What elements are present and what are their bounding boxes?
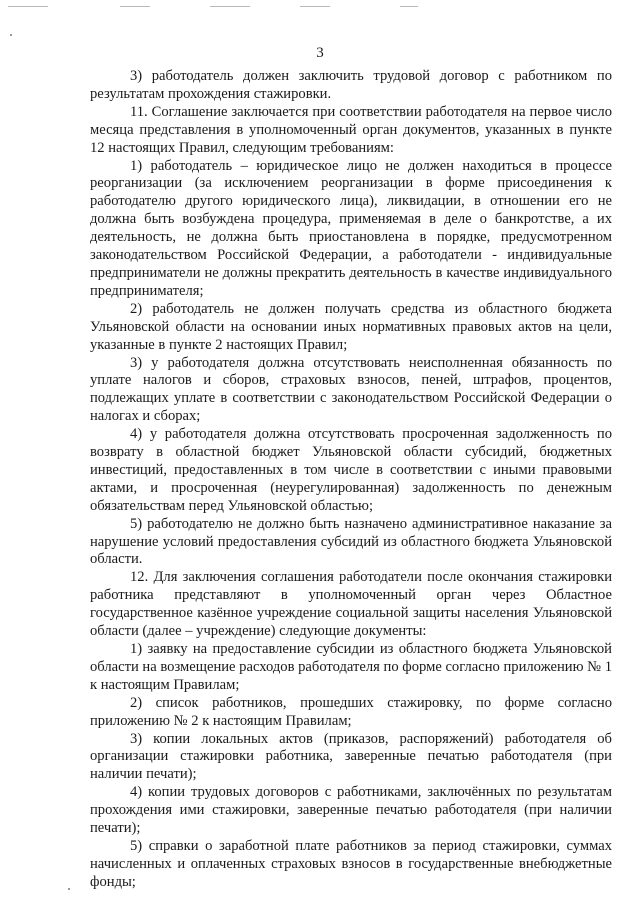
paragraph: 1) заявку на предоставление субсидии из областного бюджета Ульяновской области на возмещение расходов работодателя по форме согласно приложению № 1 к настоящим Правилам; [90,641,613,693]
paragraph: 5) работодателю не должно быть назначено административное наказание за нарушение условий предоставления субсидий из областного бюджета Ульяновской области. [90,515,612,568]
scan-artifact-line [300,6,330,7]
paragraph: 11. Соглашение заключается при соответствии работодателя на первое число месяца представления в уполномоченный орган документов, указанных в пункте 12 настоящих Правил, следующим требованиям: [90,103,612,156]
paragraph: 12. Для заключения соглашения работодатели после окончания стажировки работника представляют в уполномоченный орган через Областное государственное казённое учреждение социальной защиты населения Ульяновской области (далее – учреждение) следующие документы: [90,569,612,640]
paragraph: 3) работодатель должен заключить трудовой договор с работником по результатам прохождения стажировки. [90,68,612,102]
paragraph: 3) у работодателя должна отсутствовать неисполненная обязанность по уплате налогов и сборов, страховых взносов, пеней, штрафов, процентов, подлежащих уплате в соответствии с законодательством Российской Федерации о налогах и сборах; [90,354,612,425]
paragraph: 4) у работодателя должна отсутствовать просроченная задолженность по возврату в областной бюджет Ульяновской области субсидий, бюджетных инвестиций, предоставленных в том числе в соответствии с иными правовыми актами, и просроченная (неурегулированная) задолженность по денежным обязательствам перед Ульяновской областью; [90,426,612,514]
paragraph: 3) копии локальных актов (приказов, распоряжений) работодателя об организации стажировки работника, заверенные печатью работодателя (при наличии печати); [90,730,612,783]
paragraph: 1) работодатель – юридическое лицо не должен находиться в процессе реорганизации (за исключением реорганизации в форме присоединения к работодателю другого юридического лица), ликвидации, в отношении его не должна быть возбуждена процедура, применяемая в деле о банкротстве, а их деятельность, не должна быть приостановлена в порядке, предусмотренном законодательством Российской Федерации, а работодатели - индивидуальные предприниматели не должны прекратить деятельность в качестве индивидуального предпринимателя; [90,157,612,299]
scan-artifact-dot [10,34,12,36]
paragraph: 5) справки о заработной плате работников за период стажировки, суммах начисленных и оплаченных страховых взносов в государственные внебюджетные фонды; [90,837,612,890]
document-body [90,68,612,892]
scan-artifact-line [210,6,250,7]
scan-artifact-line [400,6,418,7]
paragraph: 2) работодатель не должен получать средства из областного бюджета Ульяновской области на основании иных нормативных правовых актов на цели, указанные в пункте 2 настоящих Правил; [90,300,612,353]
paragraph: 4) копии трудовых договоров с работниками, заключённых по результатам прохождения ими стажировки, заверенные печатью работодателя (при наличии печати); [90,784,612,837]
scan-artifact-line [8,6,48,7]
page-number: 3 [316,45,324,61]
scan-artifact-line [120,6,150,7]
paragraph: 2) список работников, прошедших стажировку, по форме согласно приложению № 2 к настоящим Правилам; [90,694,612,729]
scan-artifact-dot [68,888,70,890]
